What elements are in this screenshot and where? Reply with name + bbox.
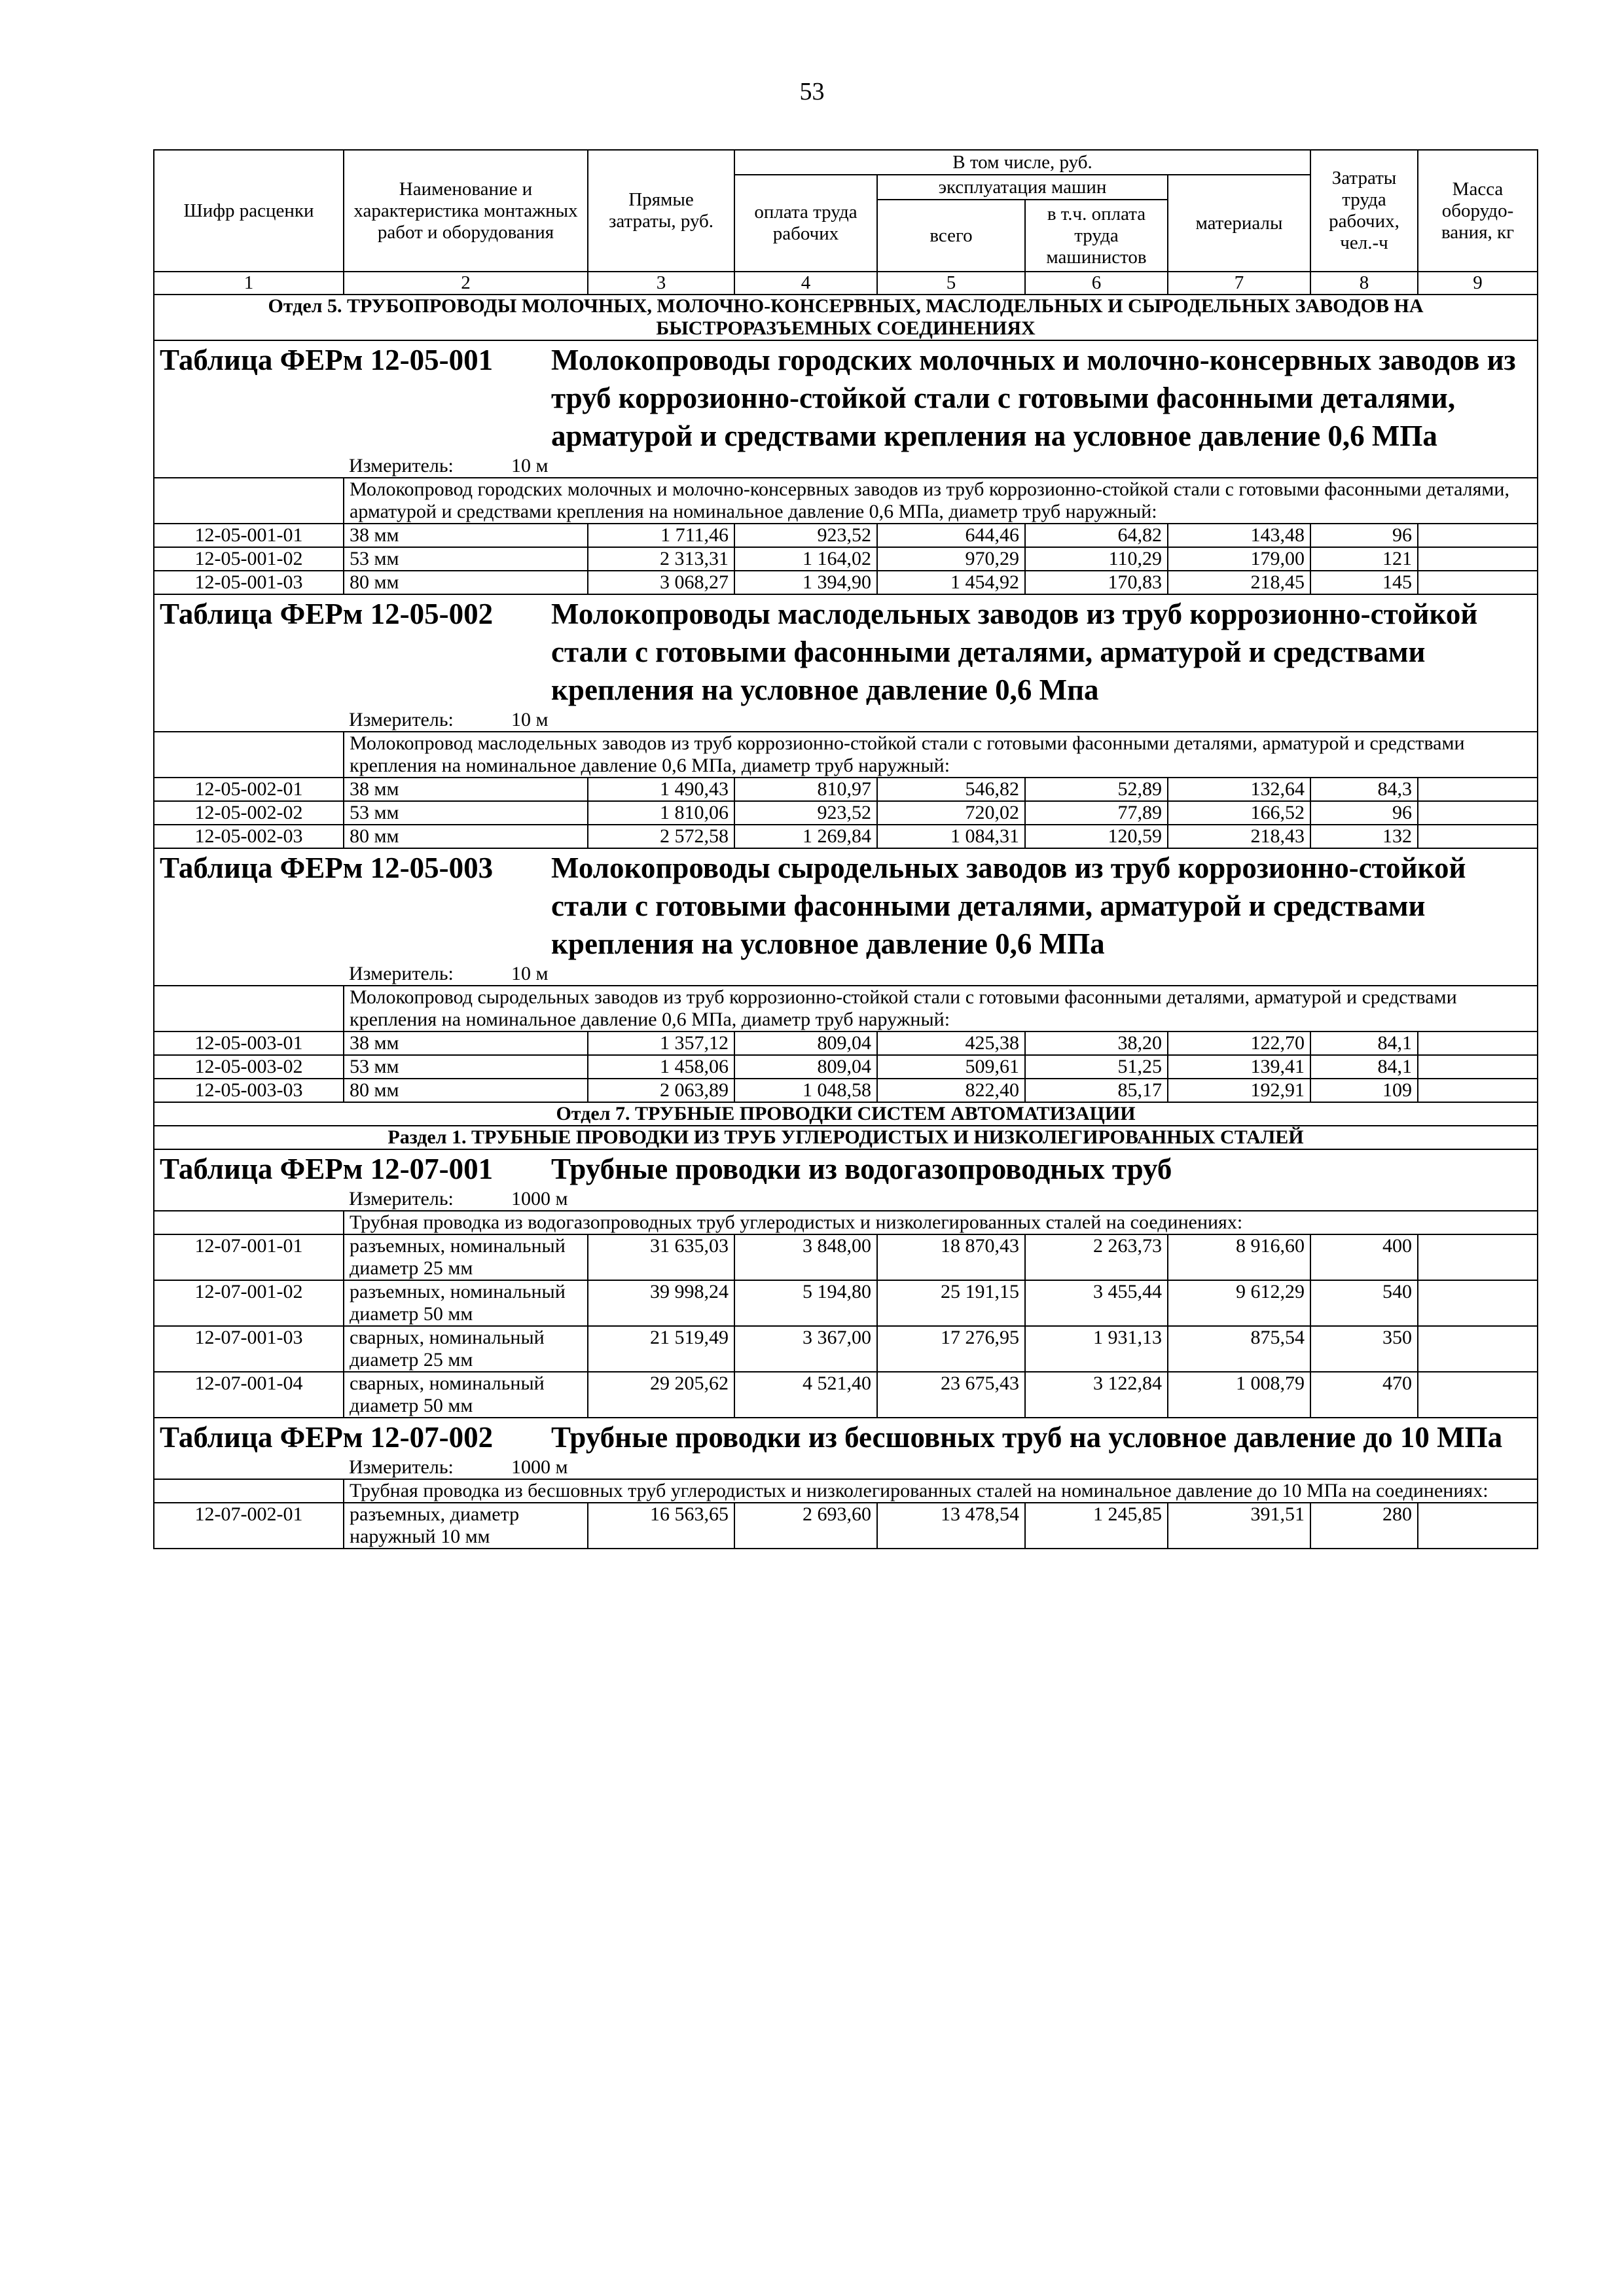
machinist-wages: 170,83	[1025, 571, 1168, 594]
machines-total: 970,29	[877, 547, 1025, 571]
labor-hours: 84,1	[1310, 1031, 1418, 1055]
rate-code: 12-07-002-01	[154, 1503, 344, 1549]
labor-hours: 96	[1310, 524, 1418, 547]
machinist-wages: 64,82	[1025, 524, 1168, 547]
measure-value: 1000 м	[511, 1188, 568, 1210]
table-heading-row	[154, 594, 1538, 709]
materials-cost: 218,43	[1168, 825, 1310, 848]
price-table	[153, 149, 1538, 1549]
table-row	[154, 1055, 1538, 1079]
direct-cost: 16 563,65	[588, 1503, 734, 1549]
machinist-wages: 1 245,85	[1025, 1503, 1168, 1549]
table-row	[154, 1326, 1538, 1372]
equipment-mass	[1418, 547, 1538, 571]
machinist-wages: 2 263,73	[1025, 1234, 1168, 1280]
wages-cost: 809,04	[734, 1055, 877, 1079]
measure-unit	[344, 1188, 1538, 1211]
equipment-mass	[1418, 778, 1538, 801]
header-wages: оплата труда рабочих	[734, 175, 877, 272]
materials-cost: 192,91	[1168, 1079, 1310, 1102]
header-mass: Масса оборудо-вания, кг	[1418, 150, 1538, 272]
rate-code: 12-05-001-01	[154, 524, 344, 547]
machines-total: 23 675,43	[877, 1372, 1025, 1418]
description-blank	[154, 1479, 344, 1503]
materials-cost: 166,52	[1168, 801, 1310, 825]
description-blank	[154, 1211, 344, 1234]
labor-hours: 540	[1310, 1280, 1418, 1326]
page-number: 53	[799, 78, 825, 105]
measure-blank	[154, 709, 344, 732]
equipment-mass	[1418, 1234, 1538, 1280]
table-heading-row	[154, 1418, 1538, 1456]
measure-value: 10 м	[511, 709, 549, 730]
machines-total: 1 084,31	[877, 825, 1025, 848]
wages-cost: 5 194,80	[734, 1280, 877, 1326]
header-incl-wages: в т.ч. оплата труда машинистов	[1025, 200, 1168, 272]
column-number: 7	[1168, 272, 1310, 295]
rate-code: 12-07-001-02	[154, 1280, 344, 1326]
work-name: 53 мм	[344, 801, 588, 825]
measure-label: Измеритель:	[349, 963, 454, 984]
header-name: Наименование и характеристика монтажных работ и оборудования	[344, 150, 588, 272]
rate-code: 12-07-001-04	[154, 1372, 344, 1418]
materials-cost: 139,41	[1168, 1055, 1310, 1079]
table-heading	[154, 594, 1538, 709]
column-number: 4	[734, 272, 877, 295]
measure-row	[154, 709, 1538, 732]
table-heading-wrap	[160, 1150, 1532, 1188]
column-number: 3	[588, 272, 734, 295]
measure-label: Измеритель:	[349, 1188, 454, 1210]
measure-unit	[344, 455, 1538, 478]
column-number: 8	[1310, 272, 1418, 295]
machines-total: 425,38	[877, 1031, 1025, 1055]
direct-cost: 1 490,43	[588, 778, 734, 801]
materials-cost: 391,51	[1168, 1503, 1310, 1549]
measure-label: Измеритель:	[349, 709, 454, 730]
labor-hours: 280	[1310, 1503, 1418, 1549]
wages-cost: 3 367,00	[734, 1326, 877, 1372]
description-blank	[154, 732, 344, 778]
direct-cost: 2 063,89	[588, 1079, 734, 1102]
materials-cost: 122,70	[1168, 1031, 1310, 1055]
table-label: Таблица ФЕРм 12-07-001	[160, 1153, 494, 1185]
table-title: Молокопроводы сыродельных заводов из труб коррозионно-стойкой стали с готовыми фасонными деталями, арматурой и средствами крепления на условное давление 0,6 МПа	[551, 852, 1466, 960]
table-heading	[154, 1418, 1538, 1456]
machinist-wages: 77,89	[1025, 801, 1168, 825]
measure-row	[154, 1456, 1538, 1479]
measure-label: Измеритель:	[349, 455, 454, 476]
measure-blank	[154, 1456, 344, 1479]
measure-row	[154, 1188, 1538, 1211]
table-heading-wrap	[160, 341, 1532, 455]
direct-cost: 1 357,12	[588, 1031, 734, 1055]
work-name: 38 мм	[344, 524, 588, 547]
table-row	[154, 778, 1538, 801]
description-blank	[154, 478, 344, 524]
description-row	[154, 1479, 1538, 1503]
machinist-wages: 85,17	[1025, 1079, 1168, 1102]
section-row	[154, 1102, 1538, 1126]
equipment-mass	[1418, 1503, 1538, 1549]
materials-cost: 1 008,79	[1168, 1372, 1310, 1418]
machinist-wages: 38,20	[1025, 1031, 1168, 1055]
labor-hours: 350	[1310, 1326, 1418, 1372]
measure-value: 1000 м	[511, 1456, 568, 1478]
measure-value: 10 м	[511, 455, 549, 476]
measure-value: 10 м	[511, 963, 549, 984]
machines-total: 720,02	[877, 801, 1025, 825]
materials-cost: 218,45	[1168, 571, 1310, 594]
machines-total: 17 276,95	[877, 1326, 1025, 1372]
section-title: Отдел 7. ТРУБНЫЕ ПРОВОДКИ СИСТЕМ АВТОМАТИЗАЦИИ	[154, 1102, 1538, 1126]
table-row	[154, 1234, 1538, 1280]
wages-cost: 1 048,58	[734, 1079, 877, 1102]
equipment-mass	[1418, 1280, 1538, 1326]
machinist-wages: 3 455,44	[1025, 1280, 1168, 1326]
table-label: Таблица ФЕРм 12-05-002	[160, 598, 494, 630]
machines-total: 644,46	[877, 524, 1025, 547]
direct-cost: 2 313,31	[588, 547, 734, 571]
wages-cost: 4 521,40	[734, 1372, 877, 1418]
work-name: 80 мм	[344, 825, 588, 848]
machinist-wages: 120,59	[1025, 825, 1168, 848]
table-row	[154, 547, 1538, 571]
work-name: разъемных, номинальный диаметр 50 мм	[344, 1280, 588, 1326]
column-number: 2	[344, 272, 588, 295]
table-row	[154, 1503, 1538, 1549]
table-row	[154, 1079, 1538, 1102]
equipment-mass	[1418, 1372, 1538, 1418]
table-heading	[154, 1149, 1538, 1188]
section-row	[154, 1126, 1538, 1149]
work-name: 80 мм	[344, 1079, 588, 1102]
rate-code: 12-05-002-02	[154, 801, 344, 825]
description-blank	[154, 986, 344, 1031]
wages-cost: 1 164,02	[734, 547, 877, 571]
measure-unit	[344, 1456, 1538, 1479]
wages-cost: 809,04	[734, 1031, 877, 1055]
equipment-mass	[1418, 801, 1538, 825]
rate-code: 12-05-003-01	[154, 1031, 344, 1055]
direct-cost: 31 635,03	[588, 1234, 734, 1280]
equipment-mass	[1418, 524, 1538, 547]
measure-blank	[154, 963, 344, 986]
materials-cost: 132,64	[1168, 778, 1310, 801]
direct-cost: 29 205,62	[588, 1372, 734, 1418]
table-row	[154, 524, 1538, 547]
rate-code: 12-05-001-03	[154, 571, 344, 594]
table-title: Молокопроводы городских молочных и молочно-консервных заводов из труб коррозионно-стойкой стали с готовыми фасонными деталями, арматурой и средствами крепления на условное давление 0,6 МПа	[551, 344, 1516, 452]
measure-label: Измеритель:	[349, 1456, 454, 1478]
description: Молокопровод городских молочных и молочно-консервных заводов из труб коррозионно-стойкой стали с готовыми фасонными деталями, арматурой и средствами крепления на номинальное давление 0,6 МПа, диаметр труб наружный:	[344, 478, 1538, 524]
equipment-mass	[1418, 1055, 1538, 1079]
work-name: 80 мм	[344, 571, 588, 594]
description: Молокопровод маслодельных заводов из труб коррозионно-стойкой стали с готовыми фасонными деталями, арматурой и средствами крепления на номинальное давление 0,6 МПа, диаметр труб наружный:	[344, 732, 1538, 778]
table-title: Трубные проводки из водогазопроводных труб	[551, 1153, 1172, 1185]
labor-hours: 121	[1310, 547, 1418, 571]
table-row	[154, 825, 1538, 848]
machines-total: 822,40	[877, 1079, 1025, 1102]
rate-code: 12-05-002-01	[154, 778, 344, 801]
labor-hours: 145	[1310, 571, 1418, 594]
table-heading-wrap	[160, 1418, 1532, 1456]
labor-hours: 84,1	[1310, 1055, 1418, 1079]
column-number: 5	[877, 272, 1025, 295]
work-name: 38 мм	[344, 778, 588, 801]
table-heading-row	[154, 848, 1538, 963]
measure-row	[154, 455, 1538, 478]
machinist-wages: 3 122,84	[1025, 1372, 1168, 1418]
labor-hours: 109	[1310, 1079, 1418, 1102]
equipment-mass	[1418, 1031, 1538, 1055]
table-label: Таблица ФЕРм 12-05-003	[160, 852, 494, 884]
measure-unit	[344, 709, 1538, 732]
description-row	[154, 1211, 1538, 1234]
labor-hours: 400	[1310, 1234, 1418, 1280]
table-row	[154, 1372, 1538, 1418]
column-number: 1	[154, 272, 344, 295]
wages-cost: 810,97	[734, 778, 877, 801]
table-heading	[154, 340, 1538, 455]
measure-blank	[154, 455, 344, 478]
direct-cost: 3 068,27	[588, 571, 734, 594]
header-machines: эксплуатация машин	[877, 175, 1168, 200]
direct-cost: 1 458,06	[588, 1055, 734, 1079]
table-heading-wrap	[160, 595, 1532, 709]
work-name: 53 мм	[344, 1055, 588, 1079]
work-name: разъемных, диаметр наружный 10 мм	[344, 1503, 588, 1549]
materials-cost: 143,48	[1168, 524, 1310, 547]
labor-hours: 132	[1310, 825, 1418, 848]
wages-cost: 3 848,00	[734, 1234, 877, 1280]
measure-unit	[344, 963, 1538, 986]
rate-code: 12-05-001-02	[154, 547, 344, 571]
machines-total: 509,61	[877, 1055, 1025, 1079]
description: Трубная проводка из бесшовных труб углеродистых и низколегированных сталей на номинальное давление до 10 МПа на соединениях:	[344, 1479, 1538, 1503]
measure-row	[154, 963, 1538, 986]
header-materials: материалы	[1168, 175, 1310, 272]
rate-code: 12-05-003-02	[154, 1055, 344, 1079]
materials-cost: 9 612,29	[1168, 1280, 1310, 1326]
table-title: Трубные проводки из бесшовных труб на условное давление до 10 МПа	[551, 1421, 1503, 1454]
work-name: разъемных, номинальный диаметр 25 мм	[344, 1234, 588, 1280]
equipment-mass	[1418, 571, 1538, 594]
work-name: 53 мм	[344, 547, 588, 571]
machines-total: 1 454,92	[877, 571, 1025, 594]
materials-cost: 179,00	[1168, 547, 1310, 571]
table-body	[154, 295, 1538, 1549]
section-row	[154, 295, 1538, 340]
equipment-mass	[1418, 1326, 1538, 1372]
wages-cost: 2 693,60	[734, 1503, 877, 1549]
description: Молокопровод сыродельных заводов из труб коррозионно-стойкой стали с готовыми фасонными деталями, арматурой и средствами крепления на номинальное давление 0,6 МПа, диаметр труб наружный:	[344, 986, 1538, 1031]
table-heading-wrap	[160, 849, 1532, 963]
wages-cost: 923,52	[734, 524, 877, 547]
machinist-wages: 51,25	[1025, 1055, 1168, 1079]
column-number: 9	[1418, 272, 1538, 295]
materials-cost: 875,54	[1168, 1326, 1310, 1372]
labor-hours: 84,3	[1310, 778, 1418, 801]
equipment-mass	[1418, 825, 1538, 848]
measure-blank	[154, 1188, 344, 1211]
materials-cost: 8 916,60	[1168, 1234, 1310, 1280]
work-name: сварных, номинальный диаметр 25 мм	[344, 1326, 588, 1372]
direct-cost: 1 711,46	[588, 524, 734, 547]
header-labor: Затраты труда рабочих, чел.-ч	[1310, 150, 1418, 272]
table-heading	[154, 848, 1538, 963]
machines-total: 25 191,15	[877, 1280, 1025, 1326]
wages-cost: 923,52	[734, 801, 877, 825]
rate-code: 12-07-001-03	[154, 1326, 344, 1372]
table-row	[154, 1280, 1538, 1326]
table-heading-row	[154, 1149, 1538, 1188]
section-title: Отдел 5. ТРУБОПРОВОДЫ МОЛОЧНЫХ, МОЛОЧНО-КОНСЕРВНЫХ, МАСЛОДЕЛЬНЫХ И СЫРОДЕЛЬНЫХ ЗАВОДОВ НА БЫСТРОРАЗЪЕМНЫХ СОЕДИНЕНИЯХ	[154, 295, 1538, 340]
description-row	[154, 986, 1538, 1031]
column-number: 6	[1025, 272, 1168, 295]
table-row	[154, 801, 1538, 825]
description: Трубная проводка из водогазопроводных труб углеродистых и низколегированных сталей на соединениях:	[344, 1211, 1538, 1234]
table-heading-row	[154, 340, 1538, 455]
machinist-wages: 1 931,13	[1025, 1326, 1168, 1372]
rate-code: 12-05-002-03	[154, 825, 344, 848]
wages-cost: 1 394,90	[734, 571, 877, 594]
machinist-wages: 52,89	[1025, 778, 1168, 801]
rate-code: 12-07-001-01	[154, 1234, 344, 1280]
machines-total: 13 478,54	[877, 1503, 1025, 1549]
labor-hours: 470	[1310, 1372, 1418, 1418]
table-row	[154, 571, 1538, 594]
direct-cost: 39 998,24	[588, 1280, 734, 1326]
machinist-wages: 110,29	[1025, 547, 1168, 571]
direct-cost: 1 810,06	[588, 801, 734, 825]
wages-cost: 1 269,84	[734, 825, 877, 848]
machines-total: 18 870,43	[877, 1234, 1025, 1280]
equipment-mass	[1418, 1079, 1538, 1102]
direct-cost: 2 572,58	[588, 825, 734, 848]
table-label: Таблица ФЕРм 12-07-002	[160, 1421, 494, 1454]
direct-cost: 21 519,49	[588, 1326, 734, 1372]
labor-hours: 96	[1310, 801, 1418, 825]
header-direct: Прямые затраты, руб.	[588, 150, 734, 272]
header-total: всего	[877, 200, 1025, 272]
header-including: В том числе, руб.	[734, 150, 1310, 175]
table-label: Таблица ФЕРм 12-05-001	[160, 344, 494, 376]
section-title: Раздел 1. ТРУБНЫЕ ПРОВОДКИ ИЗ ТРУБ УГЛЕРОДИСТЫХ И НИЗКОЛЕГИРОВАННЫХ СТАЛЕЙ	[154, 1126, 1538, 1149]
work-name: 38 мм	[344, 1031, 588, 1055]
description-row	[154, 478, 1538, 524]
description-row	[154, 732, 1538, 778]
machines-total: 546,82	[877, 778, 1025, 801]
table-row	[154, 1031, 1538, 1055]
work-name: сварных, номинальный диаметр 50 мм	[344, 1372, 588, 1418]
header-code: Шифр расценки	[154, 150, 344, 272]
rate-code: 12-05-003-03	[154, 1079, 344, 1102]
table-title: Молокопроводы маслодельных заводов из труб коррозионно-стойкой стали с готовыми фасонными деталями, арматурой и средствами крепления на условное давление 0,6 Мпа	[551, 598, 1478, 706]
